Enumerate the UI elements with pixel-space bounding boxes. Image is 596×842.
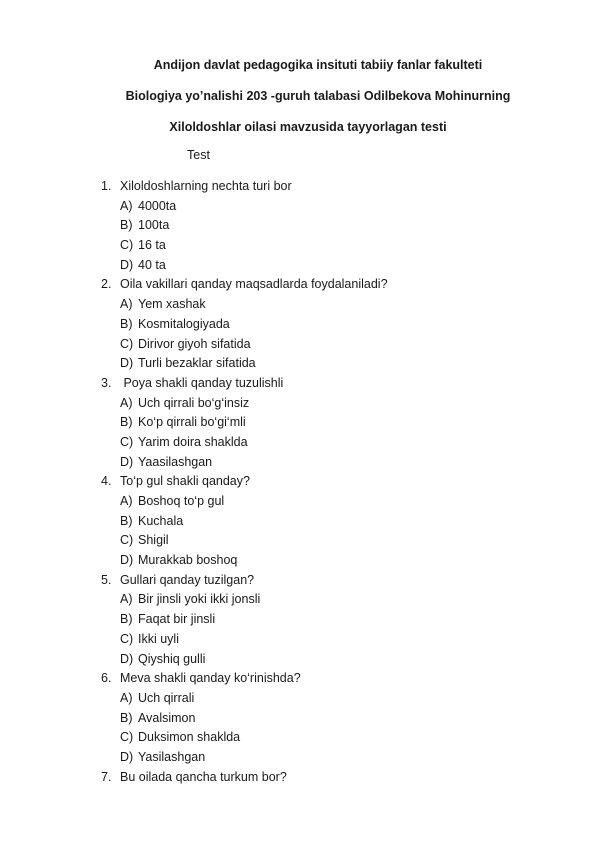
- option-letter: D): [120, 454, 134, 469]
- option-text: Avalsimon: [138, 710, 196, 725]
- question-6: [101, 669, 388, 767]
- option-text: Yarim doira shaklda: [138, 434, 248, 449]
- option-text: Dirivor giyoh sifatida: [138, 336, 251, 351]
- question-7: [101, 768, 388, 788]
- answer-option: [101, 531, 388, 551]
- option-text: Turli bezaklar sifatida: [138, 356, 256, 371]
- question-number: 6.: [101, 671, 112, 686]
- option-letter: A): [120, 494, 133, 508]
- option-text: Uch qirrali bo‘g‘insiz: [138, 395, 250, 410]
- option-text: Yasilashgan: [138, 749, 206, 764]
- answer-option: [101, 689, 388, 709]
- option-letter: A): [120, 297, 133, 312]
- answer-option: [101, 590, 388, 610]
- option-letter: C): [120, 336, 134, 351]
- option-text: 40 ta: [138, 257, 166, 272]
- answer-option: [101, 216, 388, 236]
- question-text: Gullari qanday tuzilgan?: [120, 572, 255, 587]
- answer-option: [101, 551, 388, 571]
- question-line: [101, 669, 388, 689]
- question-5: [101, 571, 388, 669]
- question-text: Xiloldoshlarning nechta turi bor: [120, 179, 292, 193]
- question-line: [101, 472, 388, 492]
- option-text: Duksimon shaklda: [138, 730, 241, 745]
- question-line: [101, 374, 388, 394]
- question-3: [101, 374, 388, 472]
- question-line: [101, 768, 388, 788]
- option-letter: A): [120, 395, 133, 410]
- option-text: Kuchala: [138, 513, 184, 528]
- question-4: [101, 472, 388, 570]
- option-letter: C): [120, 533, 134, 548]
- answer-option: [101, 197, 388, 217]
- option-letter: D): [120, 257, 134, 272]
- option-letter: B): [120, 415, 133, 430]
- answer-option: [101, 650, 388, 670]
- question-list: [101, 177, 388, 787]
- option-text: 16 ta: [138, 238, 166, 253]
- question-number: 7.: [101, 769, 112, 784]
- option-letter: C): [120, 730, 134, 745]
- question-line: [101, 275, 388, 295]
- answer-option: [101, 709, 388, 729]
- answer-option: [101, 610, 388, 630]
- option-text: Faqat bir jinsli: [138, 612, 216, 627]
- option-text: Qiyshiq gulli: [138, 651, 206, 666]
- answer-option: [101, 453, 388, 473]
- option-letter: B): [120, 218, 133, 233]
- option-letter: D): [120, 356, 134, 371]
- option-text: 100ta: [138, 218, 170, 233]
- answer-option: [101, 315, 388, 335]
- question-text: Bu oilada qancha turkum bor?: [120, 769, 287, 784]
- answer-option: [101, 728, 388, 748]
- answer-option: [101, 236, 388, 256]
- option-letter: A): [120, 690, 133, 705]
- option-text: Kosmitalogiyada: [138, 316, 230, 331]
- option-text: Shigil: [138, 533, 169, 548]
- test-label: Test: [187, 148, 210, 162]
- header-title: Xiloldoshlar oilasi mavzusida tayyorlagan testi: [169, 120, 447, 134]
- question-number: 3.: [101, 375, 112, 390]
- answer-option: [101, 512, 388, 532]
- question-text: To‘p gul shakli qanday?: [120, 474, 250, 489]
- answer-option: [101, 413, 388, 433]
- answer-option: [101, 295, 388, 315]
- option-letter: B): [120, 612, 133, 627]
- option-text: Bir jinsli yoki ikki jonsli: [138, 592, 261, 607]
- option-letter: C): [120, 434, 134, 449]
- answer-option: [101, 394, 388, 414]
- question-1: [101, 177, 388, 275]
- option-text: Yaasilashgan: [138, 454, 213, 469]
- header-institute: Andijon davlat pedagogika insituti tabiiy fanlar fakulteti: [153, 58, 483, 72]
- option-text: Uch qirrali: [138, 690, 195, 705]
- option-letter: B): [120, 513, 133, 528]
- header-author: Biologiya yo’nalishi 203 -guruh talabasi Odilbekova Mohinurning: [125, 89, 511, 103]
- question-number: 2.: [101, 277, 112, 292]
- answer-option: [101, 433, 388, 453]
- question-line: [101, 571, 388, 591]
- option-letter: B): [120, 316, 133, 331]
- option-text: Boshoq to‘p gul: [138, 494, 225, 508]
- question-number: 1.: [101, 179, 112, 193]
- answer-option: [101, 748, 388, 768]
- option-text: Murakkab boshoq: [138, 553, 238, 568]
- option-letter: B): [120, 710, 133, 725]
- option-letter: C): [120, 238, 134, 253]
- question-text: Meva shakli qanday ko‘rinishda?: [120, 671, 301, 686]
- option-letter: D): [120, 749, 134, 764]
- option-letter: A): [120, 592, 133, 607]
- option-text: Yem xashak: [138, 297, 206, 312]
- answer-option: [101, 354, 388, 374]
- question-2: [101, 275, 388, 373]
- option-letter: A): [120, 198, 133, 213]
- answer-option: [101, 630, 388, 650]
- question-text: Oila vakillari qanday maqsadlarda foydalaniladi?: [120, 277, 388, 292]
- option-text: 4000ta: [138, 198, 177, 213]
- option-text: Ko‘p qirrali bo‘gi‘mli: [138, 415, 246, 430]
- option-letter: C): [120, 631, 134, 646]
- answer-option: [101, 492, 388, 512]
- option-letter: D): [120, 651, 134, 666]
- question-line: [101, 177, 388, 197]
- question-number: 5.: [101, 572, 112, 587]
- answer-option: [101, 335, 388, 355]
- question-text: Poya shakli qanday tuzulishli: [120, 375, 284, 390]
- answer-option: [101, 256, 388, 276]
- question-number: 4.: [101, 474, 112, 489]
- option-text: Ikki uyli: [138, 631, 179, 646]
- option-letter: D): [120, 553, 134, 568]
